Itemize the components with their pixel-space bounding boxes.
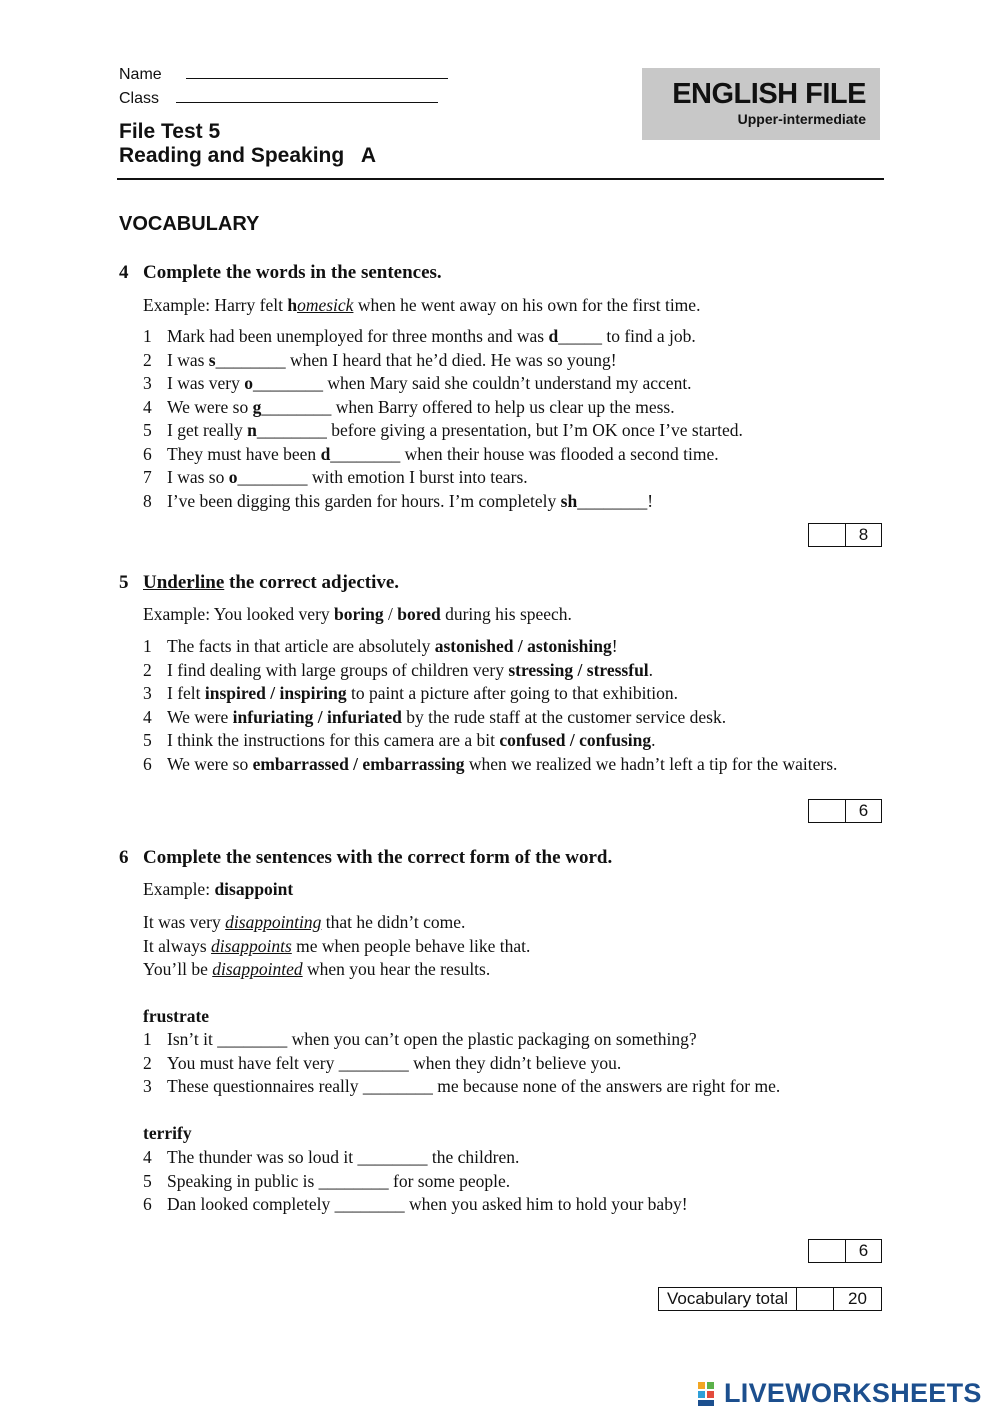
liveworksheets-logo	[698, 1378, 982, 1409]
q6-item	[143, 1194, 688, 1215]
q5-score-box	[808, 799, 882, 823]
q4-item-text-end: when Barry offered to help us clear up the mess.	[331, 396, 675, 417]
q6-item-number: 2	[143, 1052, 152, 1073]
q5-item-text: I felt	[167, 683, 205, 703]
class-label: Class	[119, 90, 160, 107]
q6-item	[143, 1053, 621, 1074]
q6-item-text[interactable]: Isn’t it ________ when you can’t open the plastic packaging on something?	[167, 1029, 697, 1049]
q6-example-sentence	[143, 912, 465, 933]
q5-item	[143, 636, 618, 657]
q6-word-frustrate: frustrate	[143, 1006, 210, 1026]
q6-example-prefix: Example:	[143, 879, 215, 899]
q5-item-text: We were so	[167, 753, 253, 774]
q4-item-blank[interactable]: ________	[577, 490, 648, 511]
q5-item-number: 3	[143, 683, 152, 703]
name-row	[119, 64, 448, 84]
vocabulary-total-label: Vocabulary total	[659, 1288, 797, 1310]
q6-number: 6	[119, 847, 129, 868]
q4-item-text-end: with emotion I burst into tears.	[307, 467, 528, 487]
q4-item-letter: o	[244, 373, 254, 393]
q5-item-number: 4	[143, 706, 152, 727]
q6-example-word: disappoint	[214, 879, 294, 899]
q4-item-number: 2	[143, 349, 152, 370]
q5-item-text-end: !	[611, 636, 618, 656]
section-title: VOCABULARY	[119, 213, 260, 235]
liveworksheets-text: LIVEWORKSHEETS	[724, 1378, 982, 1408]
q6-score-input[interactable]	[809, 1240, 846, 1262]
q4-item-text-end: !	[647, 490, 654, 511]
q6-item-number: 5	[143, 1170, 152, 1191]
q4-example	[143, 295, 700, 316]
q4-item	[143, 491, 653, 512]
q4-item-text: They must have been	[167, 443, 321, 464]
q4-item-letter: o	[228, 467, 238, 487]
q4-item-number: 3	[143, 373, 152, 393]
q6-example-text-end: me when people behave like that.	[291, 935, 531, 956]
q6-example-answer: disappointing	[225, 912, 322, 932]
q5-item-text: The facts in that article are absolutely	[167, 636, 435, 656]
q5-score-input[interactable]	[809, 800, 846, 822]
q6-score-box	[808, 1239, 882, 1263]
q6-heading	[119, 847, 612, 869]
brand-title: ENGLISH FILE	[672, 78, 866, 110]
vocabulary-total-box	[658, 1287, 882, 1311]
q6-item	[143, 1171, 510, 1192]
q5-item-text-end: .	[648, 659, 654, 680]
q4-item-blank[interactable]: _____	[558, 326, 602, 346]
q5-item-text: We were	[167, 706, 233, 727]
q6-item	[143, 1147, 519, 1168]
q6-item-number: 6	[143, 1194, 152, 1214]
q6-example-text-end: that he didn’t come.	[321, 912, 466, 932]
q6-item-text[interactable]: You must have felt very ________ when they didn’t believe you.	[167, 1052, 622, 1073]
q6-item-text[interactable]: The thunder was so loud it ________ the children.	[167, 1147, 520, 1167]
q5-item-text: I find dealing with large groups of children very	[167, 659, 509, 680]
q4-item-letter: sh	[560, 490, 578, 511]
class-field[interactable]	[176, 88, 438, 103]
q4-number: 4	[119, 262, 129, 283]
q5-item-text-end: when we realized we hadn’t left a tip for the waiters.	[464, 753, 838, 774]
q4-item-text: We were so	[167, 396, 253, 417]
q4-item-letter: s	[208, 349, 216, 370]
q5-item-number: 5	[143, 730, 152, 750]
q4-item-text: I’ve been digging this garden for hours. I’m completely	[167, 490, 561, 511]
q5-item-options[interactable]: inspired / inspiring	[204, 683, 347, 703]
q5-number: 5	[119, 572, 129, 593]
q5-item	[143, 660, 653, 681]
q4-item-text-end: before giving a presentation, but I’m OK once I’ve started.	[326, 420, 743, 440]
q4-heading	[119, 262, 442, 284]
q4-instruction: Complete the words in the sentences.	[143, 262, 442, 283]
name-field[interactable]	[186, 64, 448, 79]
q4-item-blank[interactable]: ________	[256, 420, 327, 440]
q4-item-number: 4	[143, 396, 152, 417]
q6-item-number: 4	[143, 1147, 152, 1167]
q6-example-answer: disappointed	[212, 959, 303, 979]
q5-item-options[interactable]: infuriating / infuriated	[232, 706, 402, 727]
q4-item-text-end: to find a job.	[601, 326, 696, 346]
q5-example-sep: /	[383, 604, 398, 624]
q5-item	[143, 730, 655, 751]
q4-item-blank[interactable]: ________	[253, 373, 324, 393]
q5-instruction-rest: the correct adjective.	[224, 572, 400, 593]
q5-item-number: 1	[143, 636, 152, 656]
q5-item-options[interactable]: astonished / astonishing	[434, 636, 612, 656]
q6-example-text: You’ll be	[143, 959, 213, 979]
q4-item-blank[interactable]: ________	[237, 467, 308, 487]
q4-item-letter: d	[548, 326, 559, 346]
q4-item-number: 8	[143, 490, 152, 511]
q4-example-suffix: when he went away on his own for the first time.	[353, 295, 701, 315]
q5-score-value: 6	[846, 800, 881, 822]
q4-example-letter: h	[287, 295, 298, 315]
brand-box	[642, 68, 880, 140]
q5-example	[143, 604, 572, 625]
q4-item-number: 6	[143, 443, 152, 464]
q4-item	[143, 397, 675, 418]
test-subtitle: Reading and Speaking A	[119, 144, 377, 167]
q5-item-text-end: .	[651, 730, 656, 750]
q4-score-box	[808, 523, 882, 547]
header-divider	[117, 178, 884, 180]
q4-item	[143, 467, 528, 488]
q4-score-value: 8	[846, 524, 881, 546]
q6-example-text: It always	[143, 935, 212, 956]
q4-item-number: 5	[143, 420, 152, 440]
q4-item-text-end: when I heard that he’d died. He was so young!	[285, 349, 617, 370]
q4-item-blank[interactable]: ________	[330, 443, 401, 464]
q4-item-letter: d	[320, 443, 331, 464]
q4-item-text-end: when their house was flooded a second time.	[400, 443, 719, 464]
q5-instruction-underlined: Underline	[143, 572, 225, 593]
q5-item-number: 6	[143, 753, 152, 774]
q6-item-number: 1	[143, 1029, 152, 1049]
q6-item	[143, 1029, 697, 1050]
q5-item-options[interactable]: embarrassed / embarrassing	[252, 753, 465, 774]
q5-example-b: bored	[397, 604, 441, 624]
q5-item	[143, 754, 837, 775]
class-row	[119, 88, 438, 108]
q6-instruction: Complete the sentences with the correct form of the word.	[143, 847, 613, 868]
q4-item	[143, 444, 719, 465]
q4-example-answer: omesick	[297, 295, 354, 315]
vocabulary-total-input[interactable]	[797, 1288, 834, 1310]
q6-example-sentence	[143, 936, 530, 957]
q6-score-value: 6	[846, 1240, 881, 1262]
q6-item	[143, 1076, 780, 1097]
q4-item-text: I was very	[167, 373, 245, 393]
q4-item-number: 7	[143, 467, 152, 487]
q5-item-options[interactable]: stressing / stressful	[508, 659, 649, 680]
q4-item-blank[interactable]: ________	[261, 396, 332, 417]
q6-example-text-end: when you hear the results.	[302, 959, 491, 979]
brand-level: Upper-intermediate	[737, 111, 866, 127]
q5-item-text-end: by the rude staff at the customer service desk.	[401, 706, 727, 727]
q6-example-answer: disappoints	[211, 935, 292, 956]
q6-item-number: 3	[143, 1076, 152, 1096]
q4-item	[143, 326, 696, 347]
test-title: File Test 5	[119, 120, 221, 143]
q6-item-text[interactable]: These questionnaires really ________ me because none of the answers are right for me.	[167, 1076, 781, 1096]
q4-item-letter: g	[252, 396, 262, 417]
q4-item-text: I was	[167, 349, 209, 370]
q4-example-prefix: Example: Harry felt	[143, 295, 288, 315]
q4-item-text: I was so	[167, 467, 229, 487]
q4-item-number: 1	[143, 326, 152, 346]
q6-example-sentence	[143, 959, 490, 980]
name-label: Name	[119, 66, 162, 83]
q5-example-a: boring	[334, 604, 384, 624]
q5-heading	[119, 572, 399, 594]
q4-item-blank[interactable]: ________	[215, 349, 286, 370]
q5-item-number: 2	[143, 659, 152, 680]
q4-item	[143, 373, 692, 394]
q6-item-text[interactable]: Dan looked completely ________ when you asked him to hold your baby!	[167, 1194, 688, 1214]
q5-item	[143, 707, 726, 728]
q4-score-input[interactable]	[809, 524, 846, 546]
q5-item-text: I think the instructions for this camera are a bit	[167, 730, 500, 750]
q5-example-suffix: during his speech.	[440, 604, 572, 624]
q6-word-terrify: terrify	[143, 1123, 192, 1143]
q4-item-letter: n	[247, 420, 257, 440]
q6-example-label	[143, 879, 293, 900]
q5-item-options[interactable]: confused / confusing	[499, 730, 652, 750]
q4-item	[143, 420, 743, 441]
q4-item-text: I get really	[167, 420, 248, 440]
q5-item-text-end: to paint a picture after going to that exhibition.	[346, 683, 679, 703]
q4-item	[143, 350, 617, 371]
q6-item-text[interactable]: Speaking in public is ________ for some people.	[167, 1170, 511, 1191]
q4-item-text-end: when Mary said she couldn’t understand my accent.	[323, 373, 692, 393]
q4-item-text: Mark had been unemployed for three months and was	[167, 326, 549, 346]
q5-example-prefix: Example: You looked very	[143, 604, 335, 624]
q5-item	[143, 683, 678, 704]
liveworksheets-icon	[698, 1381, 724, 1407]
vocabulary-total-value: 20	[834, 1288, 881, 1310]
q6-example-text: It was very	[143, 912, 226, 932]
